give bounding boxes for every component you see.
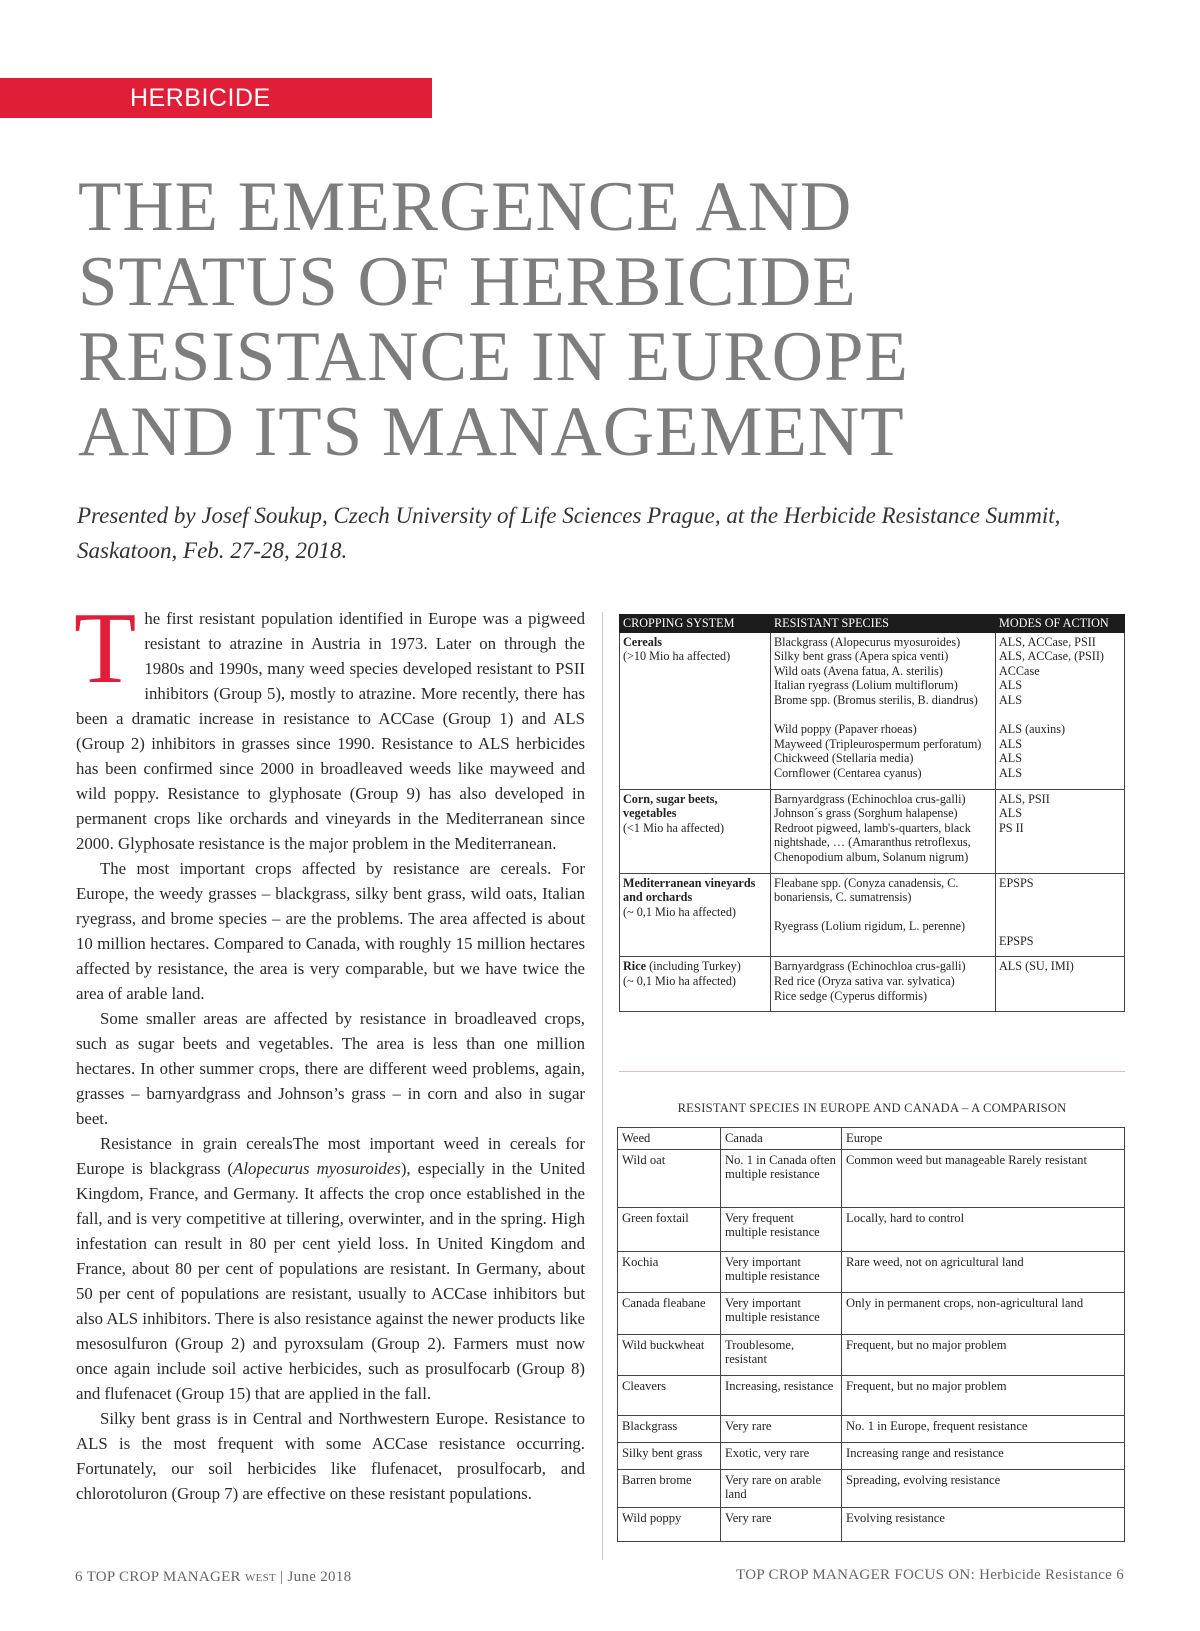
mode: ALS, ACCase, PSII [999, 634, 1096, 649]
table-row [620, 957, 1125, 1012]
table-row [620, 789, 1125, 873]
table-row [620, 873, 1125, 957]
canada-cell: Very frequent multiple resistance [721, 1207, 842, 1251]
edition: WEST [244, 1572, 277, 1584]
table-header: Europe [842, 1128, 1125, 1150]
drop-cap: T [74, 592, 137, 705]
crop-name: Cereals [623, 634, 663, 649]
species: Mayweed (Tripleurospermum perforatum) [774, 736, 982, 751]
mode: ACCase [999, 663, 1040, 678]
table-cell [996, 632, 1125, 789]
weed-cell: Wild poppy [618, 1507, 721, 1541]
table-cell [996, 957, 1125, 1012]
table-cell [771, 632, 996, 789]
crop-name: Rice [623, 959, 647, 974]
table-header: Weed [618, 1128, 721, 1150]
weed-cell: Wild oat [618, 1149, 721, 1207]
paragraph [76, 1131, 585, 1406]
page-number: 6 [1116, 1567, 1124, 1583]
paragraph-text: Resistance in grain cerealsThe most important weed in cereals for Europe is blackgrass ( [76, 1134, 585, 1178]
paragraph-text: he first resistant population identified in Europe was a pigweed resistant to atrazine in Austria in 1973. Later on through the 1980s and 1990s, many weed species developed resistant to PSII inhibitors (Group 5), mostly to atrazine. More recently, there has been a dramatic increase in resistance to ACCase (Group 1) and ALS (Group 2) inhibitors in grasses since 1990. Resistance to ALS herbicides has been confirmed since 2000 in broadleaved weeds like mayweed and wild poppy. Resistance to glyphosate (Group 9) has also developed in permanent crops like orchards and vineyards in the Mediterranean since 2000. Glyphosate resistance is the major problem in the Mediterranean. [76, 609, 585, 853]
issue-date: | June 2018 [280, 1569, 352, 1585]
page-number: 6 [75, 1569, 83, 1585]
weed-cell: Canada fleabane [618, 1292, 721, 1334]
weed-cell: Blackgrass [618, 1415, 721, 1442]
article-body [74, 592, 586, 1506]
species: Silky bent grass (Apera spica venti) [774, 649, 949, 664]
europe-cell: Only in permanent crops, non-agricultural land [842, 1292, 1125, 1334]
table-cell [996, 789, 1125, 873]
species: Chickweed (Stellaria media) [774, 751, 914, 766]
crop-name: Corn, sugar beets, vegetables [623, 791, 718, 821]
mode: ALS [999, 678, 1023, 693]
table-row [618, 1375, 1125, 1415]
species: Cornflower (Centarea cyanus) [774, 765, 922, 780]
footer-right [736, 1567, 1124, 1584]
weed-cell: Green foxtail [618, 1207, 721, 1251]
table-row [618, 1149, 1125, 1207]
canada-cell: Very rare on arable land [721, 1469, 842, 1507]
canada-cell: No. 1 in Canada often multiple resistance [721, 1149, 842, 1207]
section-tag-prefix: HERBICIDE [130, 84, 271, 112]
species: Rice sedge (Cyperus difformis) [774, 988, 928, 1003]
table-row [618, 1334, 1125, 1375]
weed-cell: Cleavers [618, 1375, 721, 1415]
paragraph [74, 592, 585, 856]
europe-cell: No. 1 in Europe, frequent resistance [842, 1415, 1125, 1442]
mode: ALS (SU, IMI) [999, 959, 1074, 974]
weed-cell: Wild buckwheat [618, 1334, 721, 1375]
table-cell [771, 789, 996, 873]
table-row [618, 1292, 1125, 1334]
section-tag [0, 78, 432, 152]
comparison-caption: RESISTANT SPECIES IN EUROPE AND CANADA – A COMPARISON [677, 1101, 1067, 1115]
section-tag-emphasis: RESISTANCE [130, 124, 295, 152]
table-header: Canada [721, 1128, 842, 1150]
canada-cell: Very important multiple resistance [721, 1292, 842, 1334]
focus-topic: Herbicide Resistance [979, 1567, 1113, 1583]
table-row [618, 1469, 1125, 1507]
table-row [618, 1251, 1125, 1292]
canada-cell: Increasing, resistance [721, 1375, 842, 1415]
species: Italian ryegrass (Lolium multiflorum) [774, 678, 958, 693]
europe-cell: Common weed but manageable Rarely resistant [842, 1149, 1125, 1207]
byline: Presented by Josef Soukup, Czech University of Life Sciences Prague, at the Herbicide Resistance Summit, Saskatoon, Feb. 27-28, 2018. [77, 503, 1061, 563]
paragraph: Silky bent grass is in Central and Northwestern Europe. Resistance to ALS is the most frequent with some ACCase resistance occurring. Fortunately, our soil herbicides like flufenacet, prosulfocarb, and chlorotoluron (Group 7) are effective on these resistant populations. [76, 1409, 585, 1503]
species: Wild oats (Avena fatua, A. sterilis) [774, 663, 943, 678]
canada-cell: Very important multiple resistance [721, 1251, 842, 1292]
species: Fleabane spp. (Conyza canadensis, C. bonariensis, C. sumatrensis) [774, 875, 959, 905]
mode: ALS [999, 765, 1023, 780]
mode: ALS [999, 751, 1023, 766]
europe-cell: Locally, hard to control [842, 1207, 1125, 1251]
table-row [618, 1507, 1125, 1541]
table-header-row [618, 1128, 1125, 1150]
paragraph: Some smaller areas are affected by resistance in broadleaved crops, such as sugar beets and vegetables. The area is less than one million hectares. In other summer crops, there are different weed problems, again, grasses – barnyardgrass and Johnson’s grass – in corn and also in sugar beet. [76, 1009, 585, 1128]
table-cell [771, 957, 996, 1012]
canada-cell: Very rare [721, 1507, 842, 1541]
crop-area: (>10 Mio ha affected) [623, 649, 731, 664]
title-line: STATUS OF HERBICIDE [78, 243, 857, 321]
species: Barnyardgrass (Echinochloa crus-galli) [774, 959, 966, 974]
europe-cell: Frequent, but no major problem [842, 1334, 1125, 1375]
title-line: RESISTANCE IN EUROPE [78, 318, 909, 396]
table-row [618, 1207, 1125, 1251]
table-row [618, 1415, 1125, 1442]
canada-cell: Very rare [721, 1415, 842, 1442]
weed-cell: Silky bent grass [618, 1442, 721, 1469]
column-divider [602, 612, 603, 1560]
mode: ALS, PSII [999, 791, 1050, 806]
mode: ALS, ACCase, (PSII) [999, 649, 1104, 664]
table-cell [996, 873, 1125, 957]
table-cell [620, 873, 771, 957]
table-header: CROPPING SYSTEM [620, 615, 771, 633]
crop-area: (~ 0,1 Mio ha affected) [623, 904, 736, 919]
mode: ALS (auxins) [999, 722, 1066, 737]
weed-cell: Kochia [618, 1251, 721, 1292]
table-cell [620, 789, 771, 873]
comparison-table [617, 1127, 1125, 1542]
species: Johnson´s grass (Sorghum halapense) [774, 806, 958, 821]
table-row [620, 632, 1125, 789]
species: Barnyardgrass (Echinochloa crus-galli) [774, 791, 966, 806]
europe-cell: Rare weed, not on agricultural land [842, 1251, 1125, 1292]
weed-cell: Barren brome [618, 1469, 721, 1507]
canada-cell: Troublesome, resistant [721, 1334, 842, 1375]
table-cell [771, 873, 996, 957]
magazine-name: TOP CROP MANAGER [86, 1569, 241, 1585]
paragraph: The most important crops affected by resistance are cereals. For Europe, the weedy grasses – blackgrass, silky bent grass, wild oats, Italian ryegrass, and brome species – are the problems. The area affected is about 10 million hectares. Compared to Canada, with roughly 15 million hectares affected by resistance, the area is very comparable, but we have twice the area of arable land. [76, 859, 585, 1003]
species: Redroot pigweed, lamb's-quarters, black nightshade, … (Amaranthus retroflexus, Chenopodium album, Solanum nigrum) [774, 820, 971, 864]
crop-area: (~ 0,1 Mio ha affected) [623, 974, 736, 989]
table-header: RESISTANT SPECIES [771, 615, 996, 633]
title-line: THE EMERGENCE AND [78, 168, 853, 246]
mode: ALS [999, 692, 1023, 707]
mode: EPSPS [999, 875, 1034, 890]
crop-area: (<1 Mio ha affected) [623, 820, 725, 835]
footer-left [75, 1569, 351, 1586]
cropping-table [619, 614, 1125, 1012]
crop-name: Mediterranean vineyards and orchards [623, 875, 756, 905]
table-cell [620, 957, 771, 1012]
mode: ALS [999, 736, 1023, 751]
mode: PS II [999, 820, 1024, 835]
canada-cell: Exotic, very rare [721, 1442, 842, 1469]
focus-label: TOP CROP MANAGER FOCUS ON: [736, 1567, 976, 1583]
europe-cell: Spreading, evolving resistance [842, 1469, 1125, 1507]
table-header: MODES OF ACTION [996, 615, 1125, 633]
table-header-row [620, 615, 1125, 633]
table-separator [619, 1071, 1125, 1072]
mode: EPSPS [999, 933, 1034, 948]
europe-cell: Increasing range and resistance [842, 1442, 1125, 1469]
species: Blackgrass (Alopecurus myosuroides) [774, 634, 961, 649]
species: Wild poppy (Papaver rhoeas) [774, 722, 917, 737]
title-line: AND ITS MANAGEMENT [78, 393, 905, 471]
species: Brome spp. (Bromus sterilis, B. diandrus) [774, 692, 978, 707]
europe-cell: Evolving resistance [842, 1507, 1125, 1541]
species-italic: Alopecurus myosuroides [233, 1159, 401, 1178]
table-row [618, 1442, 1125, 1469]
paragraph-text: ), especially in the United Kingdom, France, and Germany. It affects the crop once established in the fall, and is very competitive at tillering, overwinter, and in the spring. High infestation can result in 80 per cent yield loss. In United Kingdom and France, about 80 per cent of populations are resistant. In Germany, about 50 per cent of populations are resistant, usually to ACCase inhibitors but also ALS inhibitors. There is also resistance against the newer products like mesosulfuron (Group 2) and pyroxsulam (Group 2). Farmers must now once again include soil active herbicides, such as prosulfocarb (Group 8) and flufenacet (Group 15) that are applied in the fall. [76, 1159, 586, 1403]
crop-suffix: (including Turkey) [646, 959, 741, 974]
europe-cell: Frequent, but no major problem [842, 1375, 1125, 1415]
table-cell [620, 632, 771, 789]
mode: ALS [999, 806, 1023, 821]
species: Red rice (Oryza sativa var. sylvatica) [774, 974, 955, 989]
species: Ryegrass (Lolium rigidum, L. perenne) [774, 919, 966, 934]
article-title [78, 170, 1138, 470]
